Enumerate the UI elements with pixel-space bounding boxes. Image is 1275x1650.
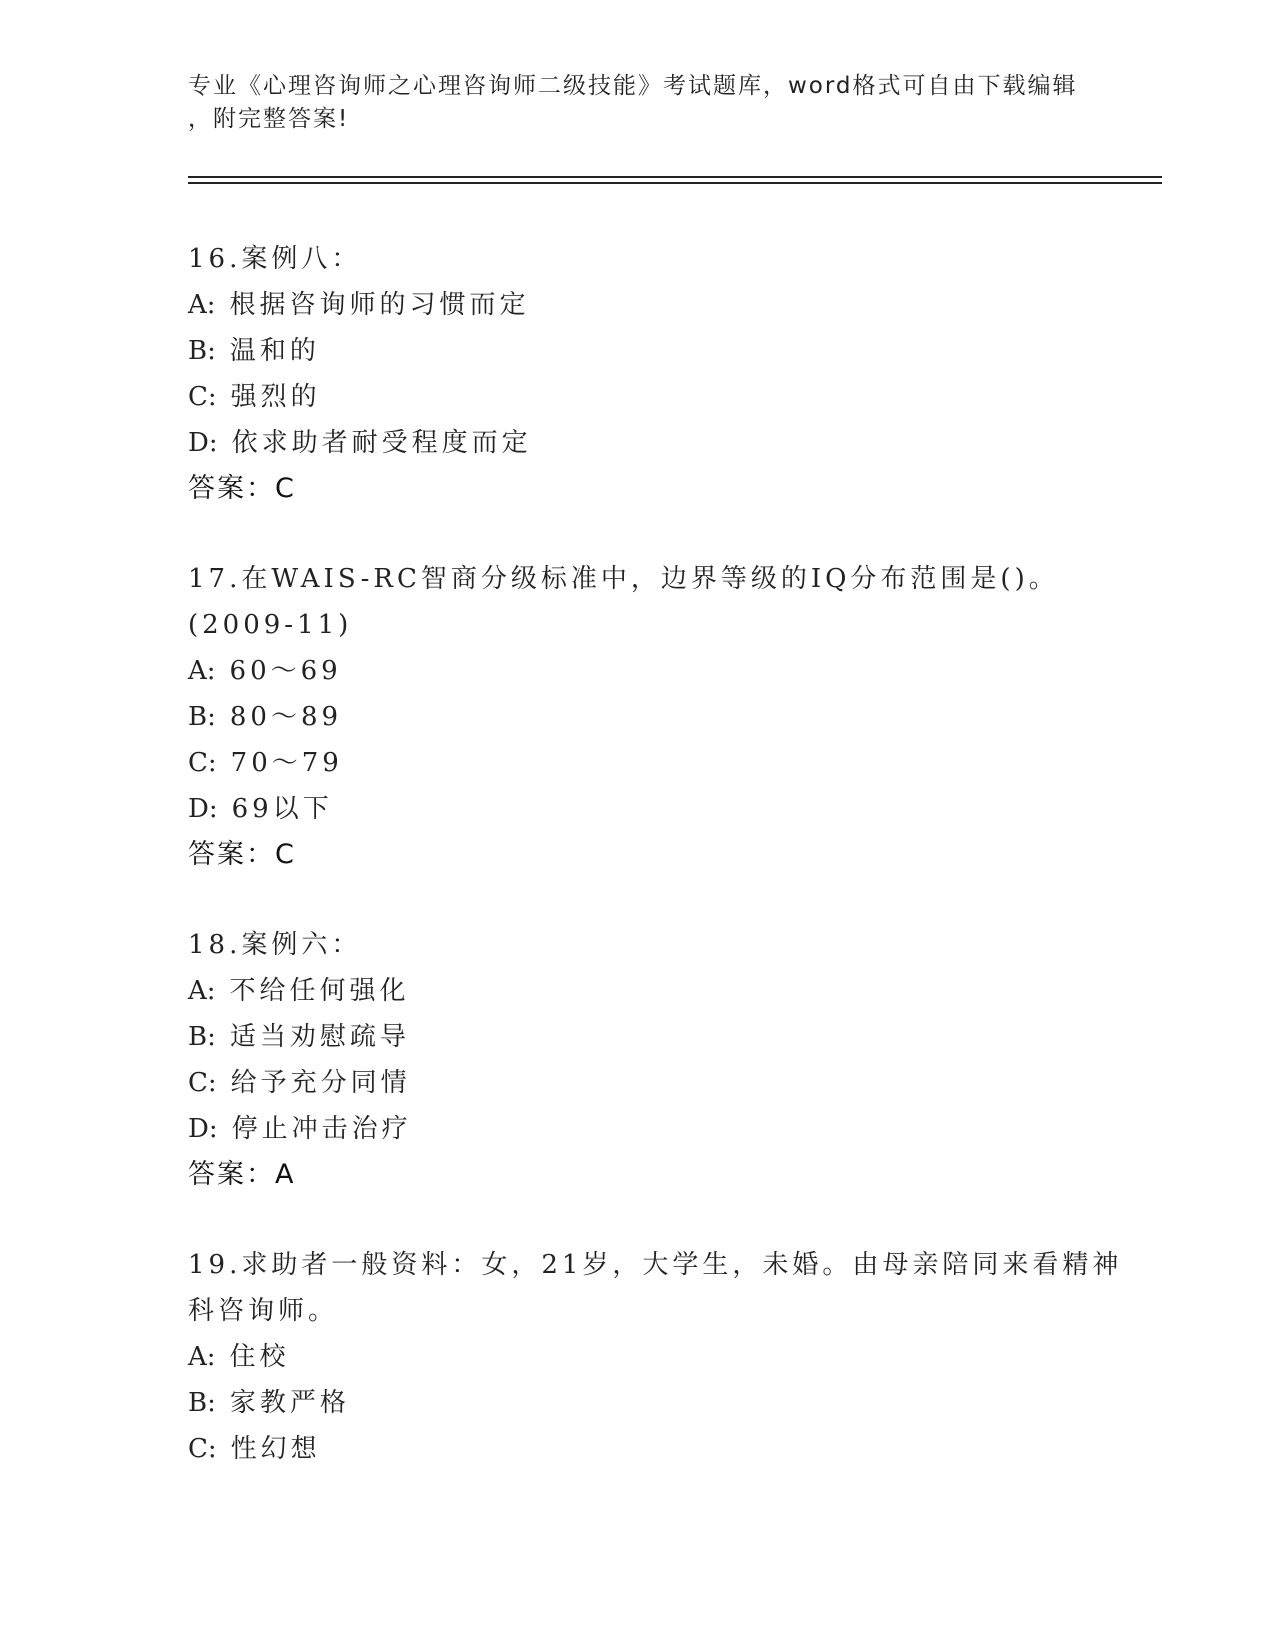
option-key: C: xyxy=(188,748,217,778)
option-b xyxy=(188,328,1088,374)
option-d xyxy=(188,786,1088,832)
question-stem: 19.求助者一般资料：女，21岁，大学生，未婚。由母亲陪同来看精神 xyxy=(188,1250,1123,1280)
option-c xyxy=(188,374,1088,420)
option-key: B: xyxy=(188,702,216,732)
option-key: A: xyxy=(188,976,216,1006)
header-divider-bottom xyxy=(188,182,1162,184)
question-16 xyxy=(188,236,1088,512)
option-key: A: xyxy=(188,290,216,320)
header-divider-top xyxy=(188,176,1162,178)
option-a xyxy=(188,968,1088,1014)
option-text: 适当劝慰疏导 xyxy=(229,1022,410,1052)
option-key: D: xyxy=(188,794,218,824)
option-text: 停止冲击治疗 xyxy=(231,1114,412,1144)
question-stem-cont: 科咨询师。 xyxy=(188,1296,339,1326)
option-key: A: xyxy=(188,1342,216,1372)
option-text: 依求助者耐受程度而定 xyxy=(231,428,532,458)
question-list xyxy=(188,236,1123,1516)
option-key: B: xyxy=(188,336,216,366)
question-stem-cont: (2009-11) xyxy=(188,610,353,640)
option-text: 60～69 xyxy=(229,656,342,686)
option-b xyxy=(188,694,1088,740)
option-key: C: xyxy=(188,382,217,412)
option-text: 70～79 xyxy=(230,748,343,778)
option-d xyxy=(188,1106,1088,1152)
option-b xyxy=(188,1014,1088,1060)
option-text: 69以下 xyxy=(231,794,333,824)
option-key: D: xyxy=(188,428,218,458)
option-key: C: xyxy=(188,1068,217,1098)
option-c xyxy=(188,1426,1088,1472)
header-line-1: 专业《心理咨询师之心理咨询师二级技能》考试题库，word格式可自由下载编辑 xyxy=(188,73,1078,99)
answer-label: 答案：C xyxy=(188,473,296,504)
option-text: 温和的 xyxy=(229,336,320,366)
option-b xyxy=(188,1380,1088,1426)
question-stem: 16.案例八： xyxy=(188,244,362,274)
option-key: A: xyxy=(188,656,216,686)
option-key: B: xyxy=(188,1388,216,1418)
question-stem: 17.在WAIS-RC智商分级标准中，边界等级的IQ分布范围是()。 xyxy=(188,564,1059,594)
option-c xyxy=(188,1060,1088,1106)
answer-label: 答案：C xyxy=(188,839,296,870)
option-key: C: xyxy=(188,1434,217,1464)
option-text: 80～89 xyxy=(229,702,343,732)
option-key: B: xyxy=(188,1022,216,1052)
question-stem: 18.案例六： xyxy=(188,930,362,960)
option-text: 强烈的 xyxy=(230,382,321,412)
option-a xyxy=(188,1334,1088,1380)
option-key: D: xyxy=(188,1114,218,1144)
option-text: 不给任何强化 xyxy=(229,976,410,1006)
option-text: 根据咨询师的习惯而定 xyxy=(229,290,530,320)
document-header xyxy=(188,70,1088,136)
option-text: 性幻想 xyxy=(230,1434,321,1464)
question-17 xyxy=(188,556,1088,878)
option-text: 家教严格 xyxy=(229,1388,350,1418)
option-d xyxy=(188,420,1088,466)
header-line-2: ，附完整答案! xyxy=(188,106,350,132)
option-text: 给予充分同情 xyxy=(230,1068,411,1098)
answer-label: 答案：A xyxy=(188,1159,296,1190)
option-c xyxy=(188,740,1088,786)
option-text: 住校 xyxy=(229,1342,290,1372)
option-a xyxy=(188,282,1088,328)
option-a xyxy=(188,648,1088,694)
question-19 xyxy=(188,1242,1123,1472)
question-18 xyxy=(188,922,1088,1198)
